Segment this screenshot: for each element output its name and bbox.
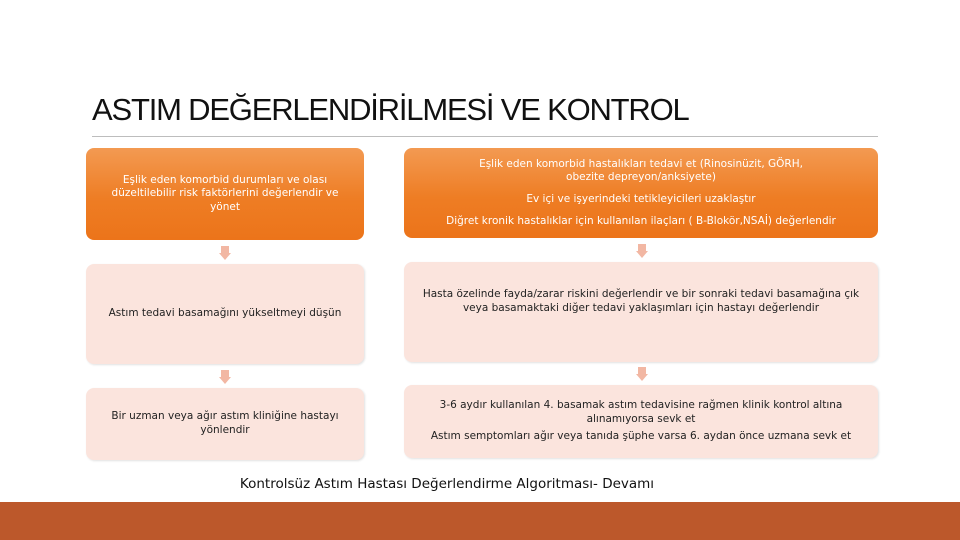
right-step-2-box: [404, 262, 878, 362]
left-step-1-box: [86, 148, 364, 240]
right-step-1-line-3: Diğret kronik hastalıklar için kullanılan ilaçları ( B-Blokör,NSAİ) değerlendir: [446, 214, 836, 227]
right-step-3-line-2: Astım semptomları ağır veya tanıda şüphe varsa 6. aydan önce uzmana sevk et: [430, 430, 852, 443]
title-divider: [92, 136, 878, 137]
figure-caption: Kontrolsüz Astım Hastası Değerlendirme Algoritması- Devamı: [239, 476, 655, 492]
down-arrow-icon: [219, 246, 231, 260]
down-arrow-icon: [219, 370, 231, 384]
left-step-3-box: [86, 388, 364, 460]
right-step-1-box: [404, 148, 878, 238]
left-step-2-box: [86, 264, 364, 364]
down-arrow-icon: [636, 367, 648, 381]
right-step-3-box: [404, 385, 878, 458]
right-step-1-line-1: Eşlik eden komorbid hastalıkları tedavi et (Rinosinüzit, GÖRH, obezite depreyon/anksiyete): [479, 157, 803, 184]
page-title: ASTIM DEĞERLENDİRİLMESİ VE KONTROL: [92, 92, 689, 127]
left-step-3-text: Bir uzman veya ağır astım kliniğine hastayı yönlendir: [111, 410, 339, 436]
left-step-2-text: Astım tedavi basamağını yükseltmeyi düşün: [108, 307, 342, 320]
down-arrow-icon: [636, 244, 648, 258]
right-step-2-text: Hasta özelinde fayda/zarar riskini değerlendir ve bir sonraki tedavi basamağına çık veya basamaktaki diğer tedavi yaklaşımları için hastayı değerlendir: [422, 288, 860, 314]
right-step-3-line-1: 3-6 aydır kullanılan 4. basamak astım tedavisine rağmen klinik kontrol altına alınamıyorsa sevk et: [439, 399, 843, 425]
right-step-1-line-2: Ev içi ve işyerindeki tetikleyicileri uzaklaştır: [526, 193, 756, 205]
footer-bar: [0, 502, 960, 540]
left-step-1-text: Eşlik eden komorbid durumları ve olası düzeltilebilir risk faktörlerini değerlendir ve yönet: [111, 173, 339, 213]
